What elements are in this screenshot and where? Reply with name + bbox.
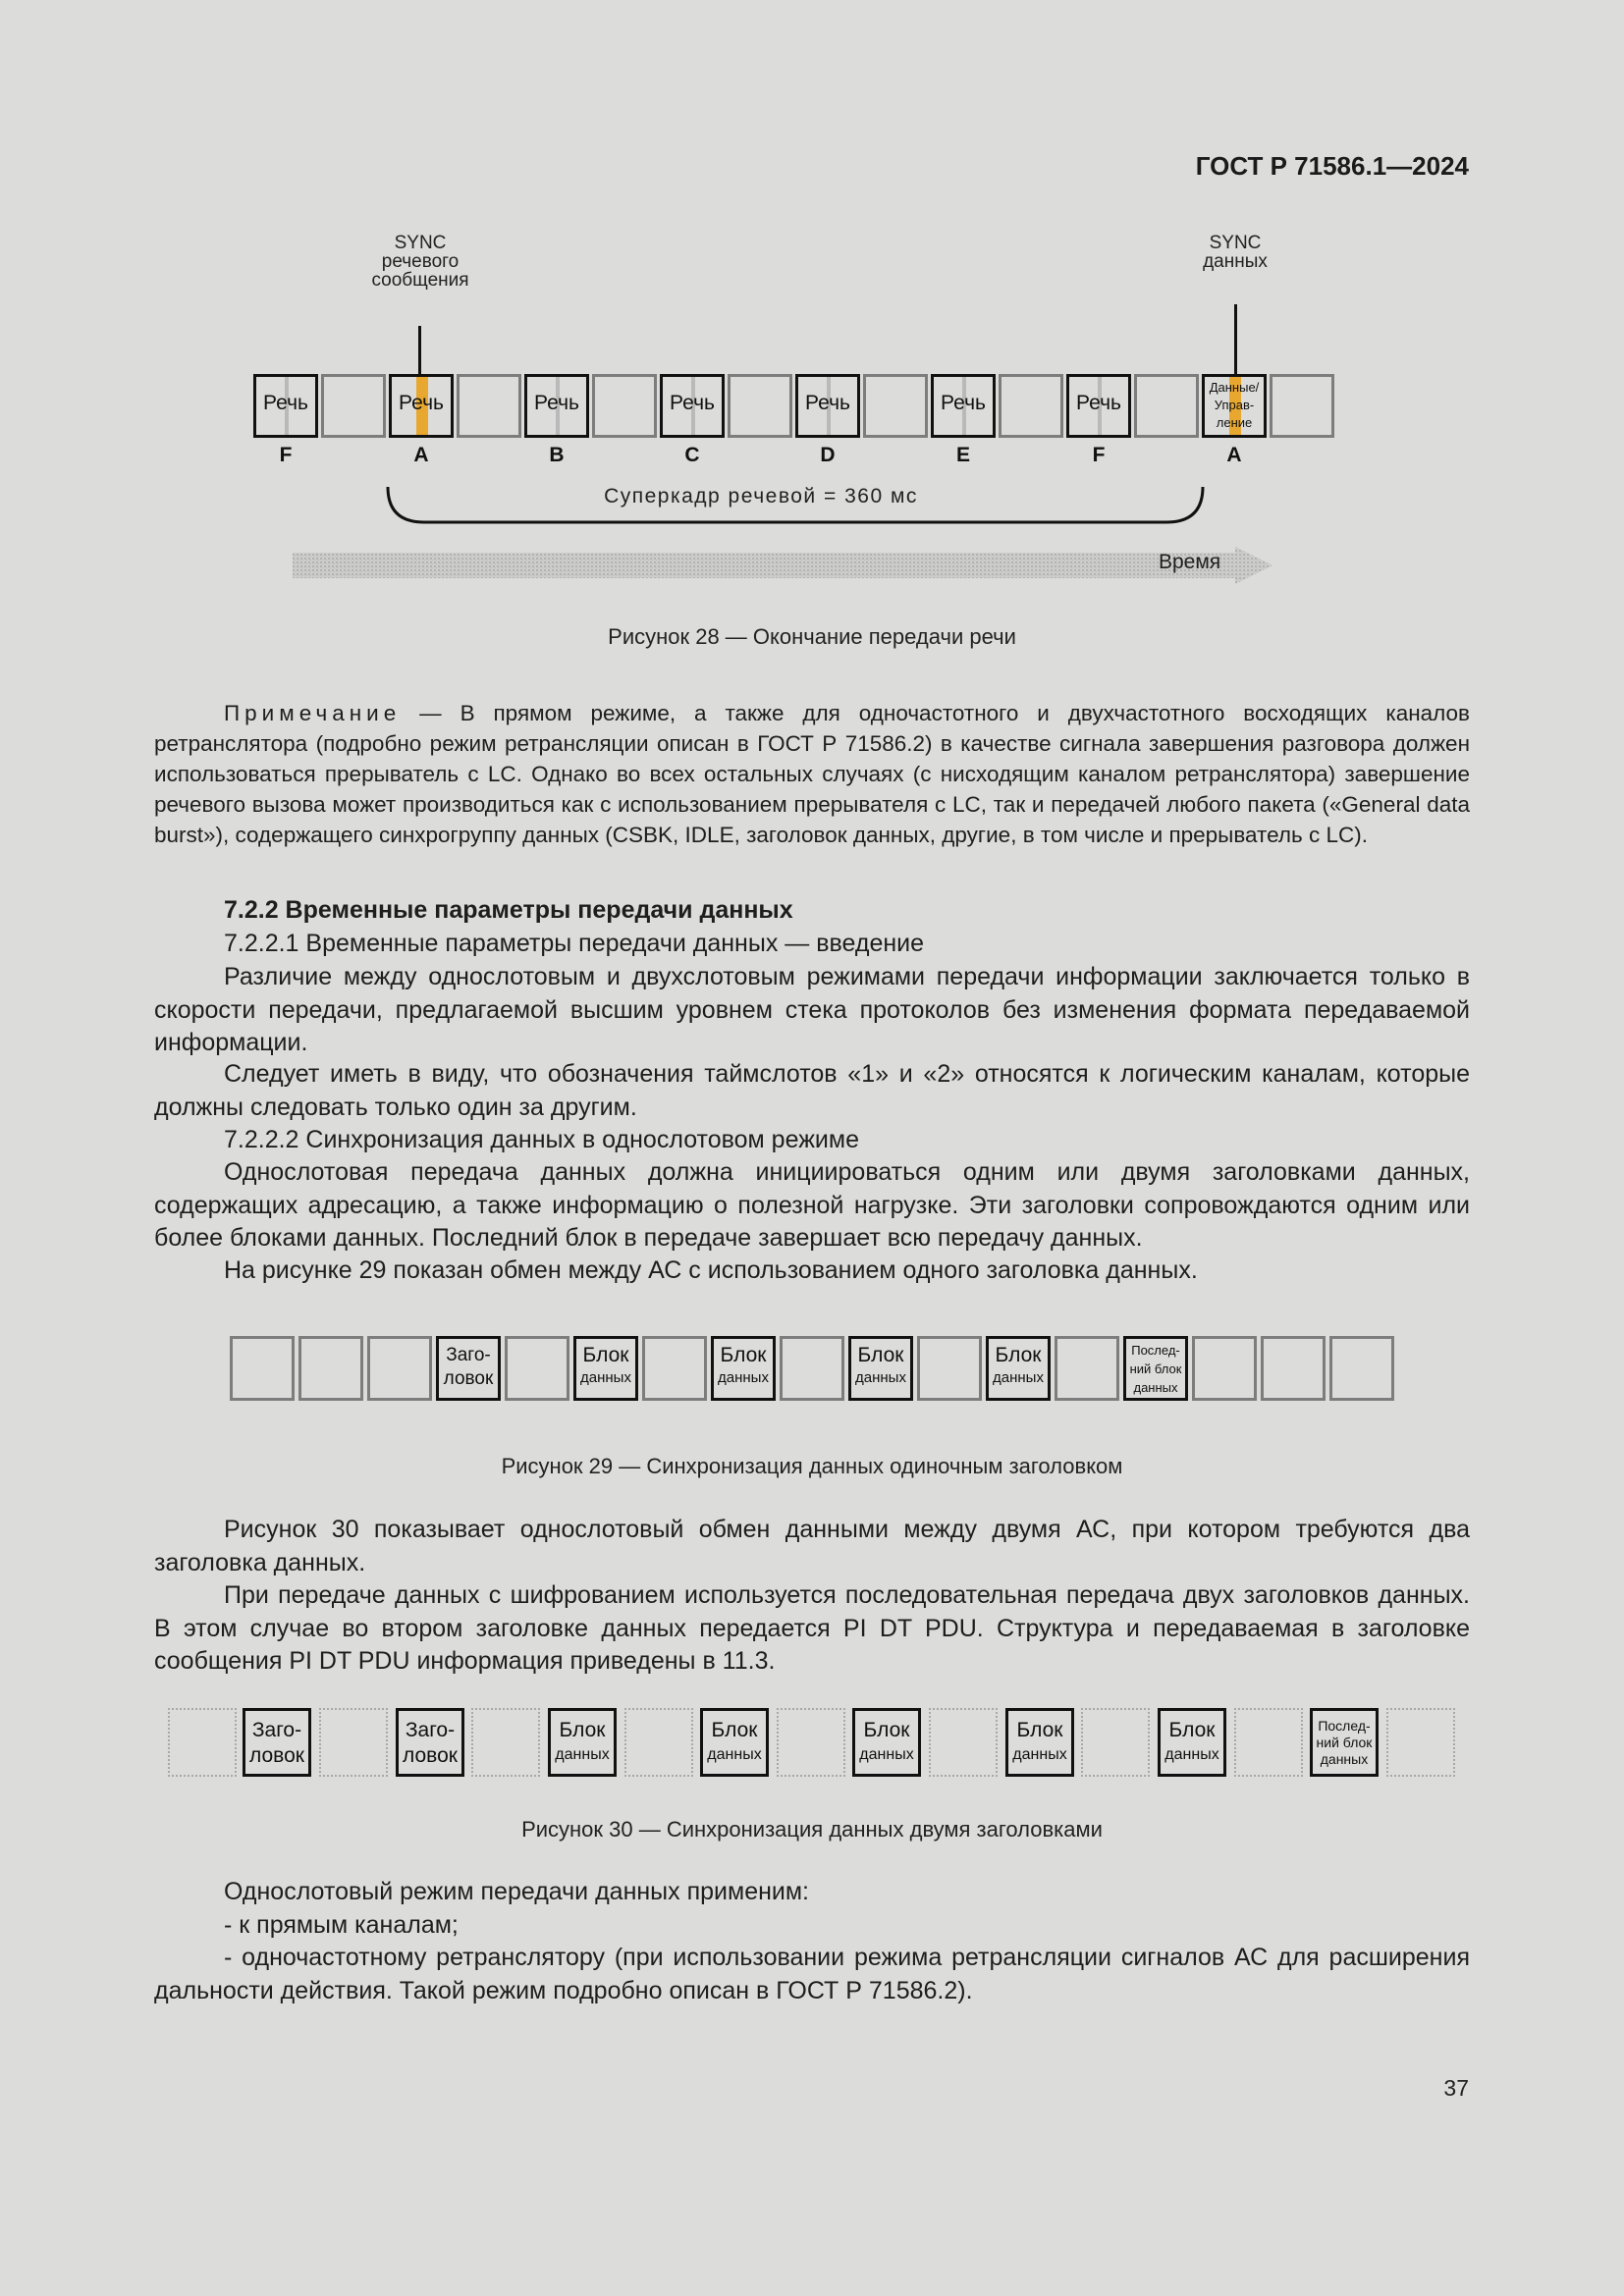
- last-data-block-slot: Послед- ний блок данных: [1123, 1336, 1188, 1401]
- time-label: Время: [1159, 551, 1221, 573]
- empty-slot: [1270, 374, 1334, 438]
- empty-slot: [863, 374, 928, 438]
- empty-slot: [929, 1708, 998, 1777]
- data-block-slot: Блок данных: [548, 1708, 617, 1777]
- data-control-slot: Данные/ Управ- ление: [1202, 374, 1267, 438]
- sync-voice-label: SYNC речевого сообщения: [371, 233, 469, 291]
- speech-slot-e: Речь: [931, 374, 996, 438]
- speech-slot-f2: Речь: [1066, 374, 1131, 438]
- speech-slot-d: Речь: [795, 374, 860, 438]
- slot-letter: A: [413, 444, 429, 466]
- empty-slot: [777, 1708, 845, 1777]
- data-block-slot: Блок данных: [573, 1336, 638, 1401]
- empty-slot: [624, 1708, 693, 1777]
- empty-slot: [321, 374, 386, 438]
- list-item: - одночастотному ретранслятору (при использовании режима ретрансляции сигналов АС для расширения дальности действия. Такой режим подробно описан в ГОСТ Р 71586.2).: [154, 1944, 1470, 2004]
- empty-slot: [917, 1336, 982, 1401]
- slot-letter: C: [684, 444, 700, 466]
- empty-slot: [505, 1336, 569, 1401]
- note-paragraph: Примечание — В прямом режиме, а также для одночастотного и двухчастотного восходящих каналов ретранслятора (подробно режим ретрансляции описан в ГОСТ Р 71586.2) в качестве сигнала завершения разговора должен использоваться прерыватель с LC. Однако во всех остальных случаях (с нисходящим каналом ретранслятора) завершение речевого вызова может производиться как с использованием прерывателя с LC, так и передачей любого пакета («General data burst»), содержащего синхрогруппу данных (CSBK, IDLE, заголовок данных, другие, в том числе и прерыватель с LC).: [154, 701, 1470, 847]
- page-number: 37: [1443, 2075, 1469, 2101]
- data-block-slot: Блок данных: [1005, 1708, 1074, 1777]
- paragraph: Рисунок 30 показывает однослотовый обмен данными между двумя АС, при котором требуются два заголовка данных.: [154, 1516, 1470, 1576]
- data-block-slot: Блок данных: [711, 1336, 776, 1401]
- data-block-slot: Блок данных: [1158, 1708, 1226, 1777]
- list-item: - к прямым каналам;: [224, 1911, 459, 1939]
- empty-slot: [168, 1708, 237, 1777]
- empty-slot: [298, 1336, 363, 1401]
- note-label: Примечание: [224, 701, 402, 725]
- empty-slot: [1192, 1336, 1257, 1401]
- subsection-heading-1: 7.2.2.1 Временные параметры передачи данных — введение: [224, 930, 925, 957]
- empty-slot: [1329, 1336, 1394, 1401]
- data-block-slot: Блок данных: [848, 1336, 913, 1401]
- empty-slot: [728, 374, 792, 438]
- data-header-slot: Заго- ловок: [243, 1708, 311, 1777]
- empty-slot: [1386, 1708, 1455, 1777]
- slot-letter: F: [279, 444, 293, 466]
- section-heading: 7.2.2 Временные параметры передачи данных: [224, 896, 793, 924]
- empty-slot: [319, 1708, 388, 1777]
- empty-slot: [780, 1336, 844, 1401]
- slot-letter: F: [1092, 444, 1106, 466]
- document-id: ГОСТ Р 71586.1—2024: [1195, 151, 1469, 181]
- empty-slot: [367, 1336, 432, 1401]
- slot-letter: D: [820, 444, 836, 466]
- speech-slot-b: Речь: [524, 374, 589, 438]
- empty-slot: [1055, 1336, 1119, 1401]
- empty-slot: [1134, 374, 1199, 438]
- data-block-slot: Блок данных: [852, 1708, 921, 1777]
- paragraph: Следует иметь в виду, что обозначения таймслотов «1» и «2» относятся к логическим каналам, которые должны следовать только один за другим.: [154, 1060, 1470, 1121]
- time-arrow: [293, 546, 1274, 585]
- empty-slot: [457, 374, 521, 438]
- paragraph: На рисунке 29 показан обмен между АС с использованием одного заголовка данных.: [224, 1256, 1198, 1284]
- data-block-slot: Блок данных: [986, 1336, 1051, 1401]
- slot-letter: E: [955, 444, 970, 466]
- subsection-heading-2: 7.2.2.2 Синхронизация данных в однослотовом режиме: [224, 1126, 859, 1153]
- slot-letter: A: [1226, 444, 1242, 466]
- sync-data-label: SYNC данных: [1203, 233, 1268, 272]
- data-header-slot: Заго- ловок: [396, 1708, 464, 1777]
- figure-29-caption: Рисунок 29 — Синхронизация данных одиночным заголовком: [501, 1454, 1123, 1478]
- figure-30-caption: Рисунок 30 — Синхронизация данных двумя заголовками: [521, 1817, 1103, 1842]
- empty-slot: [471, 1708, 540, 1777]
- empty-slot: [1261, 1336, 1326, 1401]
- paragraph: При передаче данных с шифрованием используется последовательная передача двух заголовков данных. В этом случае во втором заголовке данных передается PI DT PDU. Структура и передаваемая в заголовке сообщения PI DT PDU информация приведены в 11.3.: [154, 1581, 1470, 1675]
- empty-slot: [1081, 1708, 1150, 1777]
- paragraph: Однослотовый режим передачи данных применим:: [224, 1878, 809, 1905]
- speech-slot-c: Речь: [660, 374, 725, 438]
- sync-voice-marker: [418, 326, 421, 375]
- empty-slot: [592, 374, 657, 438]
- speech-slot-f: Речь: [253, 374, 318, 438]
- slot-letter: B: [549, 444, 565, 466]
- data-block-slot: Блок данных: [700, 1708, 769, 1777]
- empty-slot: [999, 374, 1063, 438]
- empty-slot: [642, 1336, 707, 1401]
- sync-data-marker: [1234, 304, 1237, 375]
- paragraph: Однослотовая передача данных должна инициироваться одним или двумя заголовками данных, содержащих адресацию, а также информацию о полезной нагрузке. Эти заголовки сопровождаются одним или более блоками данных. Последний блок в передаче завершает всю передачу данных.: [154, 1158, 1470, 1252]
- empty-slot: [1234, 1708, 1303, 1777]
- data-header-slot: Заго- ловок: [436, 1336, 501, 1401]
- speech-slot-a: Речь: [389, 374, 454, 438]
- figure-28-caption: Рисунок 28 — Окончание передачи речи: [608, 624, 1016, 649]
- superframe-label: Суперкадр речевой = 360 мс: [604, 485, 918, 507]
- last-data-block-slot: Послед- ний блок данных: [1310, 1708, 1379, 1777]
- paragraph: Различие между однослотовым и двухслотовым режимами передачи информации заключается только в скорости передачи, предлагаемой высшим уровнем стека протоколов без изменения формата передаваемой информации.: [154, 963, 1470, 1056]
- empty-slot: [230, 1336, 295, 1401]
